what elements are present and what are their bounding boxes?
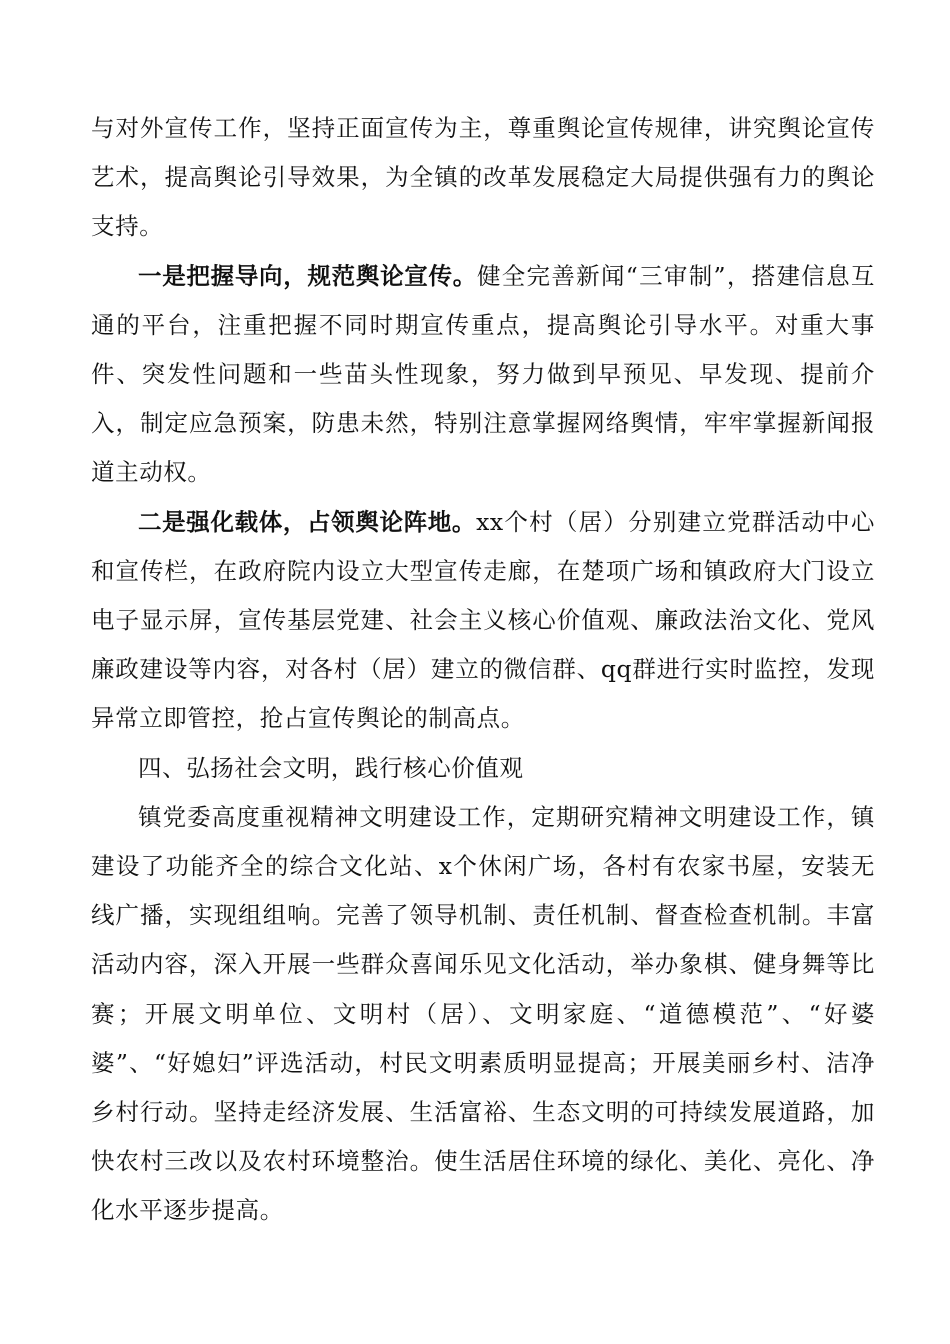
paragraph-carriers bbox=[91, 498, 875, 744]
paragraph-guidance bbox=[91, 252, 875, 498]
paragraph-lead: 二是强化载体，占领舆论阵地。 bbox=[138, 507, 477, 536]
paragraph-text: 镇党委高度重视精神文明建设工作，定期研究精神文明建设工作，镇建设了功能齐全的综合文化站、x个休闲广场，各村有农家书屋，安装无线广播，实现组组响。完善了领导机制、责任机制、督查检查机制。丰富活动内容，深入开展一些群众喜闻乐见文化活动，举办象棋、健身舞等比赛；开展文明单位、文明村（居）、文明家庭、“道德模范”、“好婆婆”、“好媳妇”评选活动，村民文明素质明显提高；开展美丽乡村、洁净乡村行动。坚持走经济发展、生活富裕、生态文明的可持续发展道路，加快农村三改以及农村环境整治。使生活居住环境的绿化、美化、亮化、净化水平逐步提高。 bbox=[91, 802, 875, 1225]
section-heading: 四、弘扬社会文明，践行核心价值观 bbox=[138, 753, 524, 782]
paragraph-text: xx个村（居）分别建立党群活动中心和宣传栏，在政府院内设立大型宣传走廊，在楚项广场和镇政府大门设立电子显示屏，宣传基层党建、社会主义核心价值观、廉政法治文化、党风廉政建设等内容，对各村（居）建立的微信群、qq群进行实时监控，发现异常立即管控，抢占宣传舆论的制高点。 bbox=[91, 507, 875, 733]
paragraph-lead: 一是把握导向，规范舆论宣传。 bbox=[138, 261, 477, 290]
document-body bbox=[91, 104, 875, 1236]
paragraph-text: 健全完善新闻“三审制”，搭建信息互通的平台，注重把握不同时期宣传重点，提高舆论引导水平。对重大事件、突发性问题和一些苗头性现象，努力做到早预见、早发现、提前介入，制定应急预案，防患未然，特别注意掌握网络舆情，牢牢掌握新闻报道主动权。 bbox=[91, 261, 876, 487]
paragraph-text: 与对外宣传工作，坚持正面宣传为主，尊重舆论宣传规律，讲究舆论宣传艺术，提高舆论引导效果，为全镇的改革发展稳定大局提供强有力的舆论支持。 bbox=[91, 114, 875, 241]
paragraph-publicity-intro bbox=[91, 104, 875, 252]
paragraph-civilization bbox=[91, 793, 875, 1236]
